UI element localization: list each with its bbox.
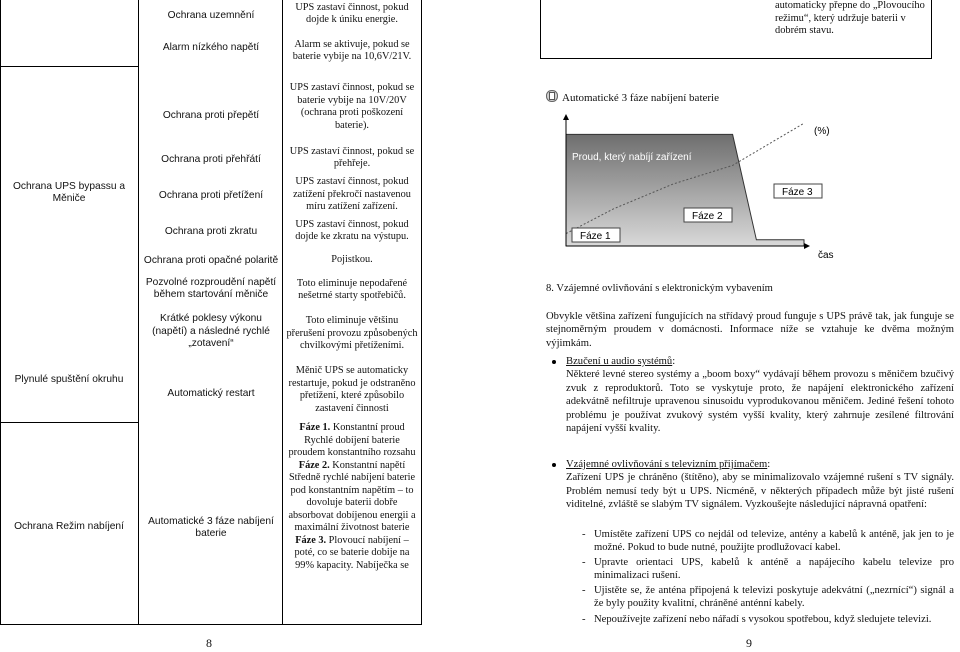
phase-1-text: Konstantní proud Rychlé dobíjení baterie proudem konstantního rozsahu	[288, 422, 416, 458]
dash-item-text: Ujistěte se, že anténa připojená k televizi poskytuje adekvátní („nezrnící“) signál a že byly použity kvalitní, chráněné anténní kabely.	[594, 585, 954, 610]
charging-phases-text	[286, 422, 418, 622]
intro-paragraph: Obvykle většina zařízení fungujících na střídavý proud funguje s UPS právě tak, jak funguje se stejnoměrným proudem v domácnosti. Informace níže se vztahuje ke dvěma možným výjimkám.	[546, 311, 954, 349]
note-text: automaticky přepne do „Plovoucího režimu“, který udržuje baterii v dobrém stavu.	[775, 0, 925, 37]
group-label-soft-start: Plynulé spuštění okruhu	[14, 373, 124, 385]
phase-label-1: Fáze 1	[580, 231, 611, 242]
note-bullet-icon	[546, 90, 558, 102]
feature-label: Ochrana proti přepětí	[162, 109, 260, 121]
dash-item: - Umístěte zařízení UPS co nejdál od televize, antény a kabelů k anténě, jak jen to je možné. Pokud to bude nutné, použijte prodlužovací kabel.	[582, 529, 954, 554]
feature-label: Ochrana proti přetížení	[158, 189, 264, 201]
series-label-current: Proud, který nabíjí zařízení	[572, 152, 692, 163]
phase-1-bold: Fáze 1.	[299, 422, 331, 433]
feature-label: Automatický restart	[167, 387, 255, 399]
dash-item: - Ujistěte se, že anténa připojená k televizi poskytuje adekvátní („nezrnící“) signál a že byly použity kvalitní, chráněné anténní kabely.	[582, 585, 954, 610]
feature-label: Automatické 3 fáze nabíjení baterie	[148, 515, 274, 539]
bullet-audio-title: Bzučení u audio systémů	[566, 356, 673, 367]
group-label-bypass: Ochrana UPS bypassu a Měniče	[12, 180, 126, 204]
dash-item-text: Nepoužívejte zařízení nebo nářadí s vysokou spotřebou, když sledujete televizi.	[594, 614, 932, 625]
chart-title: Automatické 3 fáze nabíjení baterie	[562, 92, 719, 104]
phase-label-2: Fáze 2	[692, 211, 723, 222]
page-number-right: 9	[746, 636, 752, 650]
page-number-left: 8	[206, 636, 212, 650]
bullet-tv-title: Vzájemné ovlivňování s televizním přijímačem	[566, 459, 768, 470]
feature-label: Ochrana proti opačné polaritě	[143, 254, 279, 266]
bullet-tv: Vzájemné ovlivňování s televizním přijímačem: Zařízení UPS je chráněno (štítěno), aby se minimalizovalo vzájemné rušení s TV signály. Problém nemusí tedy být u UPS. Nicméně, v některých případech může být jisté rušení viditelné, zvláště se slabým TV signálem. Vyzkoušejte následující nápravná opatření:	[566, 458, 954, 512]
phase-label-3: Fáze 3	[782, 187, 813, 198]
bullet-dot-icon	[552, 463, 556, 467]
bullet-tv-text: Zařízení UPS je chráněno (štítěno), aby se minimalizovalo vzájemné rušení s TV signály. Problém nemusí tedy být u UPS. Nicméně, v některých případech může být jisté rušení viditelné, zvláště se slabým TV signálem. Vyzkoušejte následující nápravná opatření:	[566, 472, 954, 511]
protection-table	[0, 0, 422, 625]
bullet-audio: Bzučení u audio systémů: Některé levné stereo systémy a „boom boxy“ vydávají během provozu s měničem bzučivý zvuk z reproduktorů. Toto se vyskytuje proto, že napájení elektronického zařízení adekvátně nefiltruje upravenou sinusoidu vyprodukovanou měničem. Jediné řešení tohoto problému je používat zvukový systém vyšší kvality, který zahrnuje zesílené filtrování napájení vyšší kvality.	[566, 355, 954, 435]
dash-item-text: Upravte orientaci UPS, kabelů k anténě a napájecího kabelu televize pro minimalizaci rušení.	[594, 557, 954, 582]
series-label-charge: % dobití baterie	[768, 152, 831, 162]
dash-item: - Upravte orientaci UPS, kabelů k anténě a napájecího kabelu televize pro minimalizaci rušení.	[582, 557, 954, 582]
feature-description: UPS zastaví činnost, pokud dojde ke zkratu na výstupu.	[295, 218, 409, 242]
feature-label: Ochrana proti zkratu	[164, 225, 258, 237]
phase-box-1	[572, 228, 620, 242]
phase-3-bold: Fáze 3.	[295, 534, 327, 546]
feature-description: UPS zastaví činnost, pokud zatížení překročí nastavenou míru zatížení zařízení.	[293, 176, 411, 213]
phase-box-2	[684, 208, 732, 222]
feature-label: Ochrana uzemnění	[167, 9, 255, 21]
feature-label: Alarm nízkého napětí	[162, 41, 260, 53]
phase-box-3	[774, 184, 822, 198]
right-page	[480, 0, 960, 652]
phase-3-text: Plovoucí nabíjení – poté, co se baterie dobije na 99% kapacity. Nabíječka se	[294, 534, 410, 571]
feature-description: Toto eliminuje většinu přerušení provozu způsobených chvilkovými přetíženími.	[286, 315, 418, 352]
dash-item-text: Umístěte zařízení UPS co nejdál od televize, antény a kabelů k anténě, jak jen to je možné. Pokud to bude nutné, použijte prodlužovací kabel.	[594, 529, 954, 554]
bullet-audio-text: Některé levné stereo systémy a „boom boxy“ vydávají během provozu s měničem bzučivý zvuk z reproduktorů. Toto se vyskytuje proto, že napájení elektronického zařízení adekvátně nefiltruje upravenou sinusoidu vyprodukovanou měničem. Jediné řešení tohoto problému je používat zvukový systém vyšší kvality, který zahrnuje zesílené filtrování napájení vyšší kvality.	[566, 369, 954, 435]
feature-description: UPS zastaví činnost, pokud se přehřeje.	[289, 145, 415, 169]
phase-2-text: Konstantní napětí Středně rychlé nabíjení baterie pod konstantním napětím – to dovoluje baterii dobře absorbovat dobíjenou energii a maximální životnost baterie	[288, 459, 416, 533]
feature-description: UPS zastaví činnost, pokud dojde k úniku energie.	[295, 1, 409, 25]
note-box	[540, 0, 932, 59]
y-axis-label: (%)	[814, 126, 830, 137]
feature-label: Krátké poklesy výkonu (napětí) a následné rychlé „zotavení“	[152, 313, 270, 350]
feature-label: Pozvolné rozproudění napětí během startování měniče	[145, 276, 277, 300]
phase-2-bold: Fáze 2.	[298, 459, 330, 471]
feature-description: Alarm se aktivuje, pokud se baterie vybije na 10,6V/21V.	[292, 38, 412, 62]
feature-description: UPS zastaví činnost, pokud se baterie vybije na 10V/20V (ochrana proti poškození baterie).	[289, 82, 415, 131]
group-label-charging-text: Ochrana Režim nabíjení	[14, 521, 124, 533]
x-axis-label: čas	[818, 250, 834, 261]
bullet-dot-icon	[552, 360, 556, 364]
feature-description: Měnič UPS se automaticky restartuje, pokud je odstraněno přetížení, které způsobilo zastavení činnosti	[288, 365, 416, 414]
charging-chart	[542, 112, 854, 272]
feature-description: Pojistkou.	[331, 253, 373, 265]
group-label-charging	[4, 430, 134, 625]
section-heading: 8. Vzájemné ovlivňování s elektronickým vybavením	[546, 283, 773, 294]
feature-description: Toto eliminuje nepodařené nešetrné starty spotřebičů.	[296, 277, 408, 301]
feature-label: Ochrana proti přehřátí	[161, 153, 261, 165]
dash-item: - Nepoužívejte zařízení nebo nářadí s vysokou spotřebou, když sledujete televizi.	[582, 614, 932, 625]
